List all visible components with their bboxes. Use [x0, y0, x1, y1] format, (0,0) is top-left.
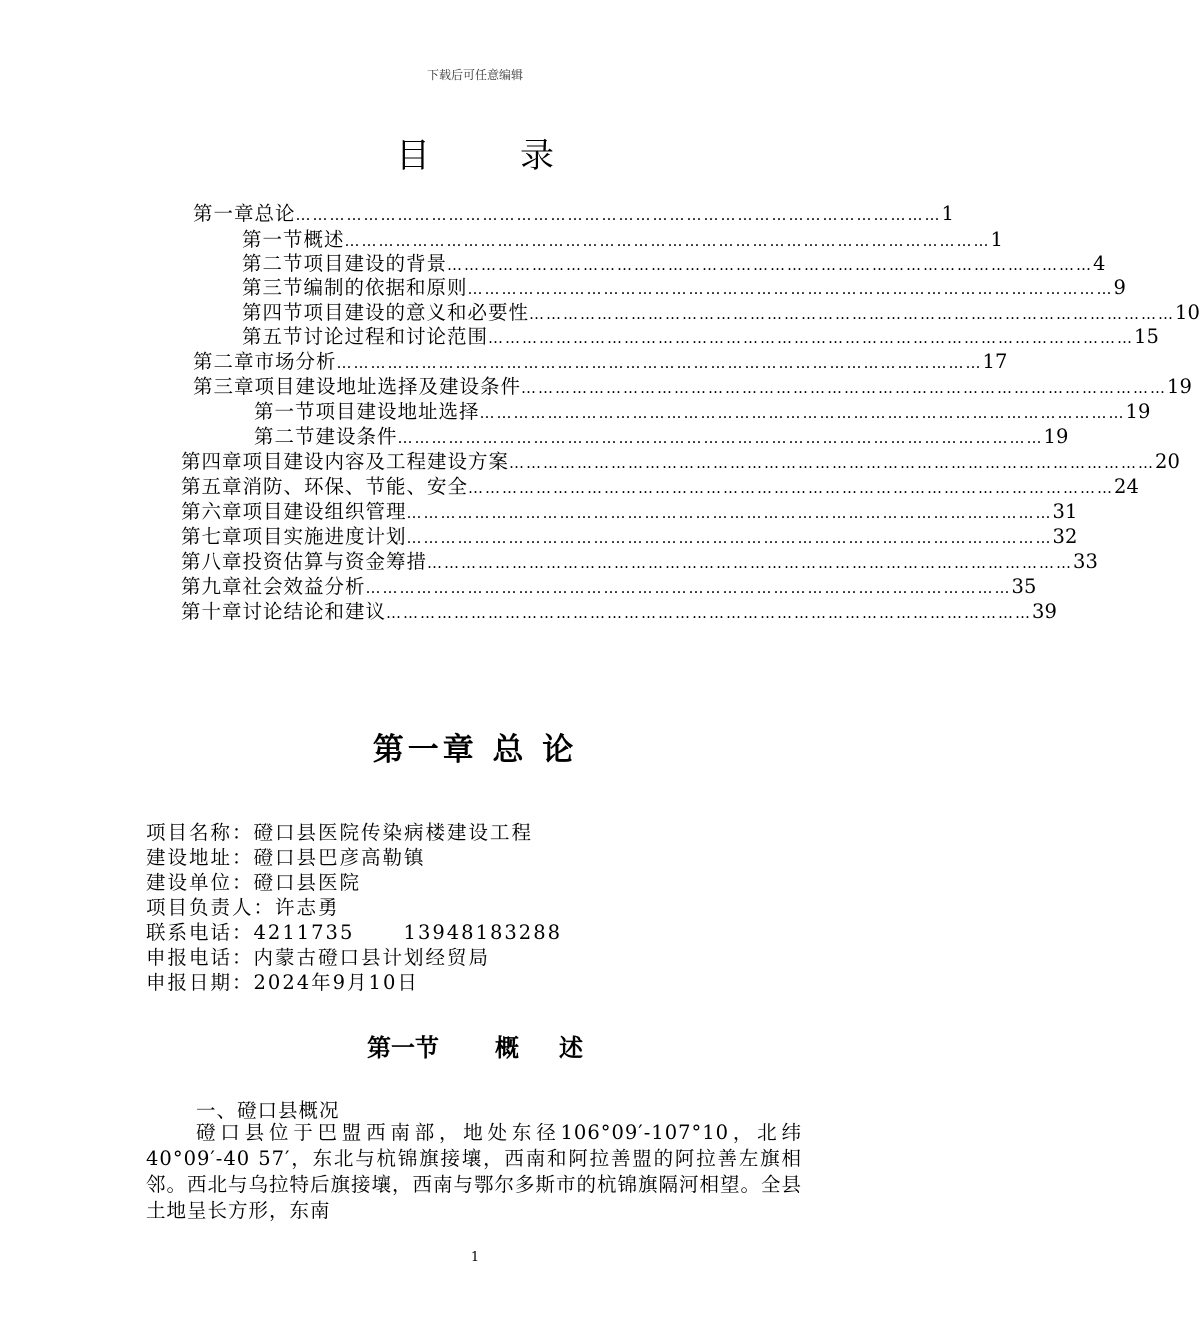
toc-entry-title: 市场分析: [254, 350, 337, 373]
toc-entry-page: 19: [1125, 400, 1151, 423]
section-title-word-1: 概: [495, 1034, 519, 1062]
toc-entry-label: 第一章: [193, 202, 255, 225]
toc-entry-label: 第一节: [254, 400, 316, 423]
toc-entry-title: 项目建设地址选择及建设条件: [254, 375, 522, 398]
toc-leader-dots: ……………………………………………………………………………………………………: [479, 404, 1126, 422]
toc-entry[interactable]: [254, 421, 1069, 448]
toc-entry-page: 39: [1032, 600, 1057, 623]
toc-entry-label: 第五节: [242, 325, 304, 348]
toc-entry[interactable]: [242, 224, 1003, 251]
toc-leader-dots: ……………………………………………………………………………………………………: [529, 305, 1176, 323]
info-address: 建设地址：磴口县巴彦高勒镇: [146, 846, 426, 869]
toc-entry-page: 19: [1167, 375, 1192, 398]
toc-entry-label: 第二节: [254, 425, 316, 448]
toc-entry[interactable]: [181, 446, 1180, 473]
toc-leader-dots: ……………………………………………………………………………………………………: [447, 256, 1094, 274]
toc-entry[interactable]: [193, 346, 1008, 373]
toc-entry[interactable]: [181, 571, 1037, 598]
section-title-word-2: 述: [559, 1034, 583, 1062]
toc-entry-label: 第四节: [242, 301, 304, 324]
toc-leader-dots: ……………………………………………………………………………………………………: [521, 379, 1168, 397]
toc-entry-page: 10: [1175, 301, 1200, 324]
toc-entry-page: 20: [1155, 450, 1180, 473]
toc-leader-dots: ……………………………………………………………………………………………………: [344, 232, 991, 250]
toc-entry[interactable]: [242, 321, 1159, 348]
toc-entry-title: 项目建设组织管理: [242, 500, 407, 523]
toc-entry-page: 32: [1052, 525, 1078, 548]
toc-entry[interactable]: [242, 297, 1200, 324]
toc-entry-title: 社会效益分析: [242, 575, 366, 598]
toc-entry[interactable]: [193, 371, 1192, 398]
toc-entry-page: 19: [1043, 425, 1069, 448]
section-title: [0, 1028, 950, 1063]
toc-entry-label: 第八章: [181, 550, 243, 573]
section-title-number: 第一节: [367, 1034, 439, 1062]
toc-entry-label: 第五章: [181, 475, 243, 498]
info-applicant: 申报电话：内蒙古磴口县计划经贸局: [146, 946, 491, 969]
toc-entry[interactable]: [242, 248, 1106, 275]
toc-entry[interactable]: [181, 521, 1078, 548]
toc-leader-dots: ……………………………………………………………………………………………………: [427, 554, 1074, 572]
info-unit: 建设单位：磴口县医院: [146, 871, 362, 894]
toc-entry-label: 第十章: [181, 600, 243, 623]
toc-leader-dots: ……………………………………………………………………………………………………: [488, 329, 1135, 347]
toc-entry-title: 讨论结论和建议: [242, 600, 387, 623]
toc-leader-dots: ……………………………………………………………………………………………………: [509, 454, 1156, 472]
toc-entry-label: 第二节: [242, 252, 304, 275]
toc-entry-page: 24: [1114, 475, 1139, 498]
page-header-note: 下载后可任意编辑: [426, 68, 523, 82]
toc-leader-dots: ……………………………………………………………………………………………………: [295, 206, 942, 224]
toc-entry[interactable]: [254, 396, 1151, 423]
toc-entry-title: 项目建设的背景: [303, 252, 448, 275]
toc-entry-title: 项目建设地址选择: [315, 400, 480, 423]
toc-title: 目录: [396, 136, 644, 176]
toc-entry-page: 35: [1011, 575, 1037, 598]
toc-entry-title: 项目建设的意义和必要性: [303, 301, 530, 324]
toc-entry-title: 项目实施进度计划: [242, 525, 407, 548]
toc-entry-title: 讨论过程和讨论范围: [303, 325, 489, 348]
info-date: 申报日期：2024年9月10日: [146, 971, 419, 994]
toc-entry-title: 投资估算与资金筹措: [242, 550, 428, 573]
toc-entry-title: 项目建设内容及工程建设方案: [242, 450, 510, 473]
toc-entry-title: 概述: [303, 228, 345, 251]
toc-leader-dots: ……………………………………………………………………………………………………: [386, 604, 1033, 622]
info-owner: 项目负责人：许志勇: [146, 896, 340, 919]
body-paragraph: 磴口县位于巴盟西南部，地处东径106°09′-107°10，北纬40°09′-40 57′，东北与杭锦旗接壤，西南和阿拉善盟的阿拉善左旗相邻。西北与乌拉特后旗接壤，西南与鄂尔多斯市的杭锦旗隔河相望。全县土地呈长方形，东南: [146, 1121, 803, 1222]
toc-entry-title: 总论: [254, 202, 296, 225]
toc-entry-label: 第四章: [181, 450, 243, 473]
toc-entry-label: 第一节: [242, 228, 304, 251]
toc-entry-title: 消防、环保、节能、安全: [242, 475, 469, 498]
toc-entry-label: 第三章: [193, 375, 255, 398]
page-number: 1: [470, 1250, 480, 1265]
toc-entry[interactable]: [181, 471, 1139, 498]
info-project-name: 项目名称：磴口县医院传染病楼建设工程: [146, 821, 534, 844]
toc-entry-title: 编制的依据和原则: [303, 276, 468, 299]
toc-entry[interactable]: [242, 272, 1126, 299]
toc-entry-page: 1: [941, 202, 954, 225]
toc-leader-dots: ……………………………………………………………………………………………………: [365, 579, 1012, 597]
toc-entry[interactable]: [181, 546, 1098, 573]
toc-entry-label: 第九章: [181, 575, 243, 598]
toc-entry-label: 第六章: [181, 500, 243, 523]
toc-entry-title: 建设条件: [315, 425, 398, 448]
toc-leader-dots: ……………………………………………………………………………………………………: [336, 354, 983, 372]
toc-leader-dots: ……………………………………………………………………………………………………: [397, 429, 1044, 447]
toc-entry-page: 31: [1052, 500, 1078, 523]
toc-entry[interactable]: [181, 496, 1078, 523]
toc-entry-label: 第二章: [193, 350, 255, 373]
toc-entry-page: 17: [982, 350, 1008, 373]
chapter-title: 第一章 总 论: [372, 732, 578, 768]
toc-leader-dots: ……………………………………………………………………………………………………: [406, 529, 1053, 547]
toc-entry-page: 9: [1113, 276, 1126, 299]
info-phone: 联系电话：4211735 13948183288: [146, 921, 563, 944]
toc-leader-dots: ……………………………………………………………………………………………………: [406, 504, 1053, 522]
toc-leader-dots: ……………………………………………………………………………………………………: [467, 280, 1114, 298]
toc-entry-label: 第七章: [181, 525, 243, 548]
toc-entry[interactable]: [193, 198, 954, 225]
project-info: [146, 820, 562, 995]
toc-entry-page: 33: [1073, 550, 1098, 573]
toc-entry-page: 4: [1093, 252, 1106, 275]
toc-entry-page: 1: [990, 228, 1003, 251]
toc-entry-page: 15: [1134, 325, 1159, 348]
toc-entry-label: 第三节: [242, 276, 304, 299]
toc-leader-dots: ……………………………………………………………………………………………………: [468, 479, 1115, 497]
toc-entry[interactable]: [181, 596, 1057, 623]
subheading: 一、磴口县概况: [196, 1099, 340, 1122]
